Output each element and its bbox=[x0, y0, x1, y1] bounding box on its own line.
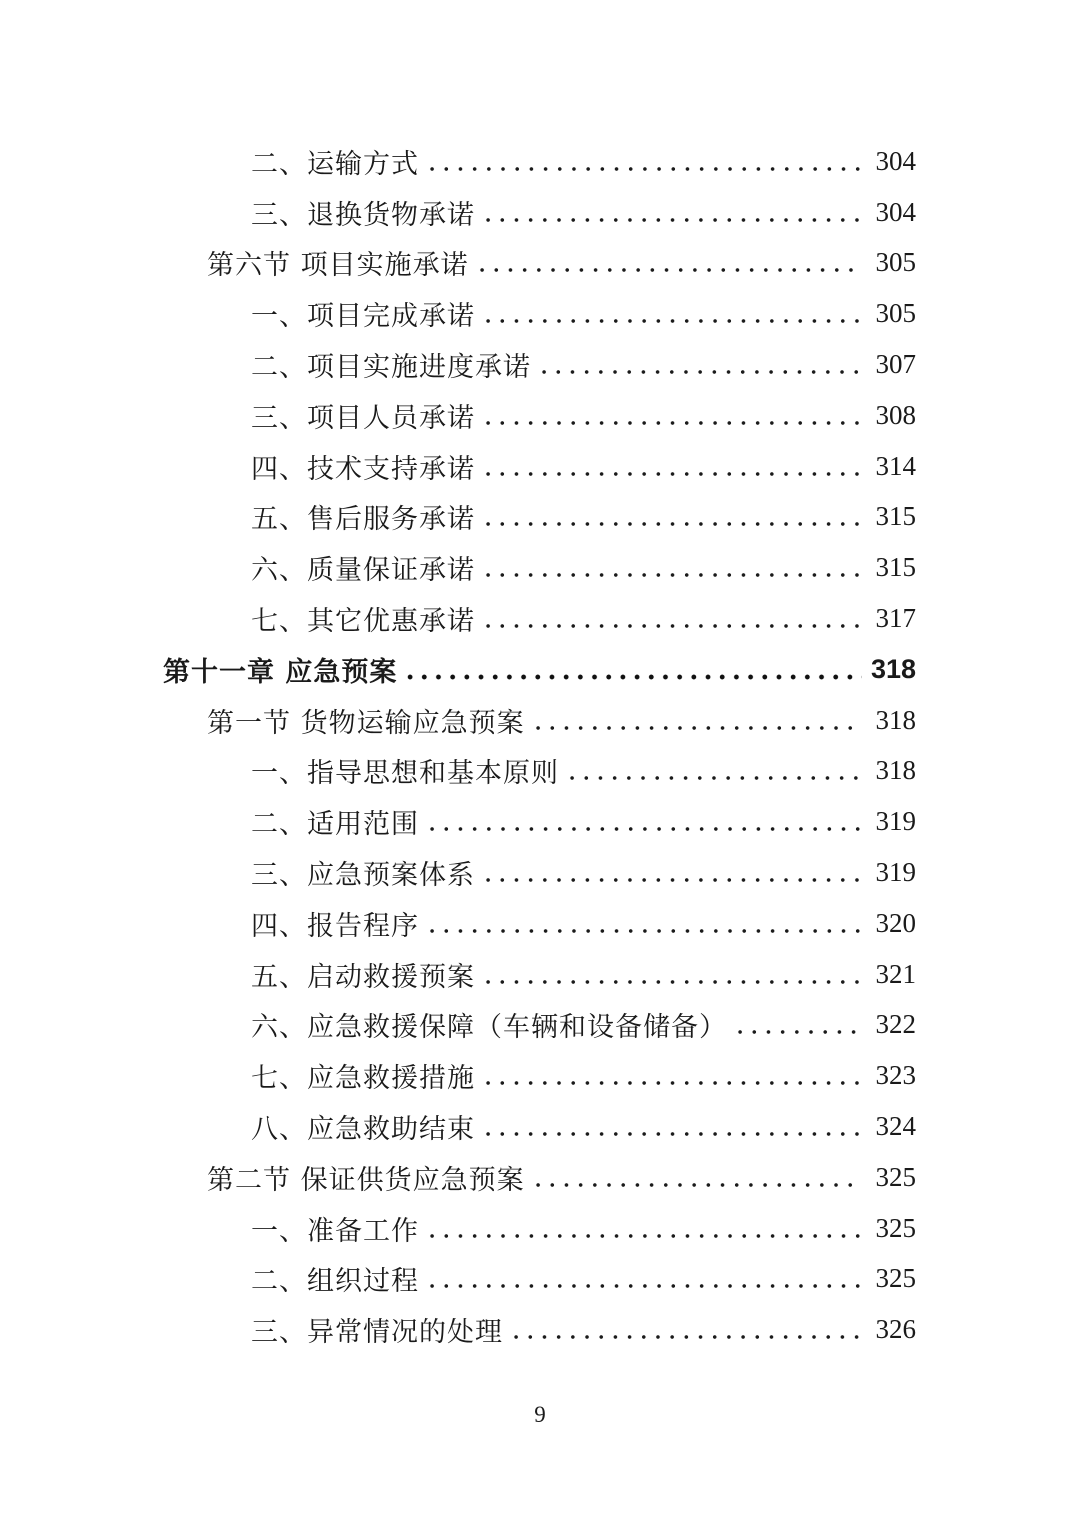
toc-dot-leader bbox=[425, 148, 862, 175]
toc-subsection-entry[interactable] bbox=[0, 847, 1080, 898]
toc-section-entry[interactable] bbox=[0, 695, 1080, 746]
toc-subsection-entry[interactable] bbox=[0, 492, 1080, 543]
toc-subsection-entry[interactable] bbox=[0, 1304, 1080, 1355]
toc-subsection-entry[interactable] bbox=[0, 949, 1080, 1000]
toc-entry-page: 324 bbox=[875, 1111, 916, 1142]
toc-entry-title: 四、报告程序 bbox=[251, 910, 419, 942]
toc-dot-leader bbox=[481, 503, 862, 530]
toc-dot-leader bbox=[537, 351, 862, 378]
toc-subsection-entry[interactable] bbox=[0, 288, 1080, 339]
page-number: 9 bbox=[534, 1402, 546, 1427]
toc-subsection-entry[interactable] bbox=[0, 1203, 1080, 1254]
toc-entry-page: 304 bbox=[875, 145, 916, 176]
toc-entry-title: 六、质量保证承诺 bbox=[251, 555, 475, 587]
toc-entry-title: 八、应急救助结束 bbox=[251, 1114, 475, 1146]
toc-entry-page: 325 bbox=[875, 1263, 916, 1294]
toc-entry-page: 321 bbox=[875, 958, 916, 989]
toc-entry-title: 五、售后服务承诺 bbox=[251, 504, 475, 536]
toc-entry-page: 317 bbox=[875, 603, 916, 634]
toc-entry-page: 323 bbox=[875, 1060, 916, 1091]
toc-section-entry[interactable] bbox=[0, 238, 1080, 289]
toc-subsection-entry[interactable] bbox=[0, 746, 1080, 797]
toc-entry-title: 三、项目人员承诺 bbox=[251, 402, 475, 434]
toc-dot-leader bbox=[425, 808, 862, 835]
toc-dot-leader bbox=[481, 300, 862, 327]
toc-entry-page: 319 bbox=[875, 806, 916, 837]
toc-dot-leader bbox=[481, 859, 862, 886]
toc-entry-title: 第十一章 应急预案 bbox=[163, 656, 398, 688]
toc-entry-title: 三、应急预案体系 bbox=[251, 860, 475, 892]
toc-entry-title: 三、异常情况的处理 bbox=[251, 1317, 503, 1349]
toc-dot-leader bbox=[509, 1316, 862, 1343]
toc-dot-leader bbox=[481, 961, 862, 988]
toc-entry-page: 320 bbox=[875, 907, 916, 938]
toc-subsection-entry[interactable] bbox=[0, 390, 1080, 441]
toc-entry-title: 二、项目实施进度承诺 bbox=[251, 352, 531, 384]
toc-dot-leader bbox=[481, 554, 862, 581]
toc-dot-leader bbox=[481, 1113, 862, 1140]
toc-section-entry[interactable] bbox=[0, 1152, 1080, 1203]
toc-dot-leader bbox=[481, 1062, 862, 1089]
table-of-contents bbox=[0, 136, 1080, 1355]
toc-dot-leader bbox=[481, 402, 862, 429]
toc-entry-page: 319 bbox=[875, 857, 916, 888]
toc-dot-leader bbox=[403, 656, 862, 683]
toc-subsection-entry[interactable] bbox=[0, 441, 1080, 492]
toc-entry-page: 318 bbox=[870, 653, 916, 684]
toc-dot-leader bbox=[475, 249, 862, 276]
toc-entry-title: 一、准备工作 bbox=[251, 1215, 419, 1247]
toc-subsection-entry[interactable] bbox=[0, 796, 1080, 847]
toc-entry-page: 315 bbox=[875, 552, 916, 583]
toc-dot-leader bbox=[531, 707, 862, 734]
toc-entry-page: 318 bbox=[875, 755, 916, 786]
toc-entry-title: 四、技术支持承诺 bbox=[251, 453, 475, 485]
toc-subsection-entry[interactable] bbox=[0, 898, 1080, 949]
toc-subsection-entry[interactable] bbox=[0, 136, 1080, 187]
toc-entry-title: 三、退换货物承诺 bbox=[251, 199, 475, 231]
toc-entry-title: 第一节 货物运输应急预案 bbox=[207, 707, 525, 739]
toc-entry-page: 314 bbox=[875, 450, 916, 481]
toc-entry-page: 318 bbox=[875, 704, 916, 735]
toc-entry-title: 七、应急救援措施 bbox=[251, 1063, 475, 1095]
toc-entry-page: 307 bbox=[875, 349, 916, 380]
toc-entry-title: 二、运输方式 bbox=[251, 148, 419, 180]
toc-entry-page: 322 bbox=[875, 1009, 916, 1040]
toc-entry-title: 七、其它优惠承诺 bbox=[251, 606, 475, 638]
toc-entry-page: 325 bbox=[875, 1161, 916, 1192]
toc-entry-title: 第二节 保证供货应急预案 bbox=[207, 1164, 525, 1196]
toc-subsection-entry[interactable] bbox=[0, 1254, 1080, 1305]
toc-entry-page: 304 bbox=[875, 196, 916, 227]
toc-dot-leader bbox=[565, 757, 862, 784]
toc-entry-page: 308 bbox=[875, 399, 916, 430]
toc-entry-title: 六、应急救援保障（车辆和设备储备） bbox=[251, 1012, 727, 1044]
toc-subsection-entry[interactable] bbox=[0, 542, 1080, 593]
toc-dot-leader bbox=[531, 1164, 862, 1191]
toc-dot-leader bbox=[481, 199, 862, 226]
toc-entry-title: 一、指导思想和基本原则 bbox=[251, 758, 559, 790]
toc-subsection-entry[interactable] bbox=[0, 593, 1080, 644]
toc-dot-leader bbox=[425, 1215, 862, 1242]
toc-entry-page: 305 bbox=[875, 298, 916, 329]
toc-entry-title: 第六节 项目实施承诺 bbox=[207, 250, 469, 282]
toc-entry-page: 326 bbox=[875, 1314, 916, 1345]
toc-dot-leader bbox=[481, 453, 862, 480]
toc-entry-title: 二、适用范围 bbox=[251, 809, 419, 841]
toc-entry-page: 305 bbox=[875, 247, 916, 278]
toc-subsection-entry[interactable] bbox=[0, 187, 1080, 238]
toc-subsection-entry[interactable] bbox=[0, 1050, 1080, 1101]
toc-dot-leader bbox=[481, 605, 862, 632]
toc-chapter-entry[interactable] bbox=[0, 644, 1080, 695]
toc-subsection-entry[interactable] bbox=[0, 1101, 1080, 1152]
toc-dot-leader bbox=[733, 1011, 862, 1038]
toc-dot-leader bbox=[425, 910, 862, 937]
toc-entry-title: 二、组织过程 bbox=[251, 1266, 419, 1298]
toc-entry-title: 一、项目完成承诺 bbox=[251, 301, 475, 333]
toc-entry-page: 325 bbox=[875, 1212, 916, 1243]
toc-dot-leader bbox=[425, 1265, 862, 1292]
toc-subsection-entry[interactable] bbox=[0, 339, 1080, 390]
toc-entry-page: 315 bbox=[875, 501, 916, 532]
toc-subsection-entry[interactable] bbox=[0, 1000, 1080, 1051]
toc-entry-title: 五、启动救援预案 bbox=[251, 961, 475, 993]
